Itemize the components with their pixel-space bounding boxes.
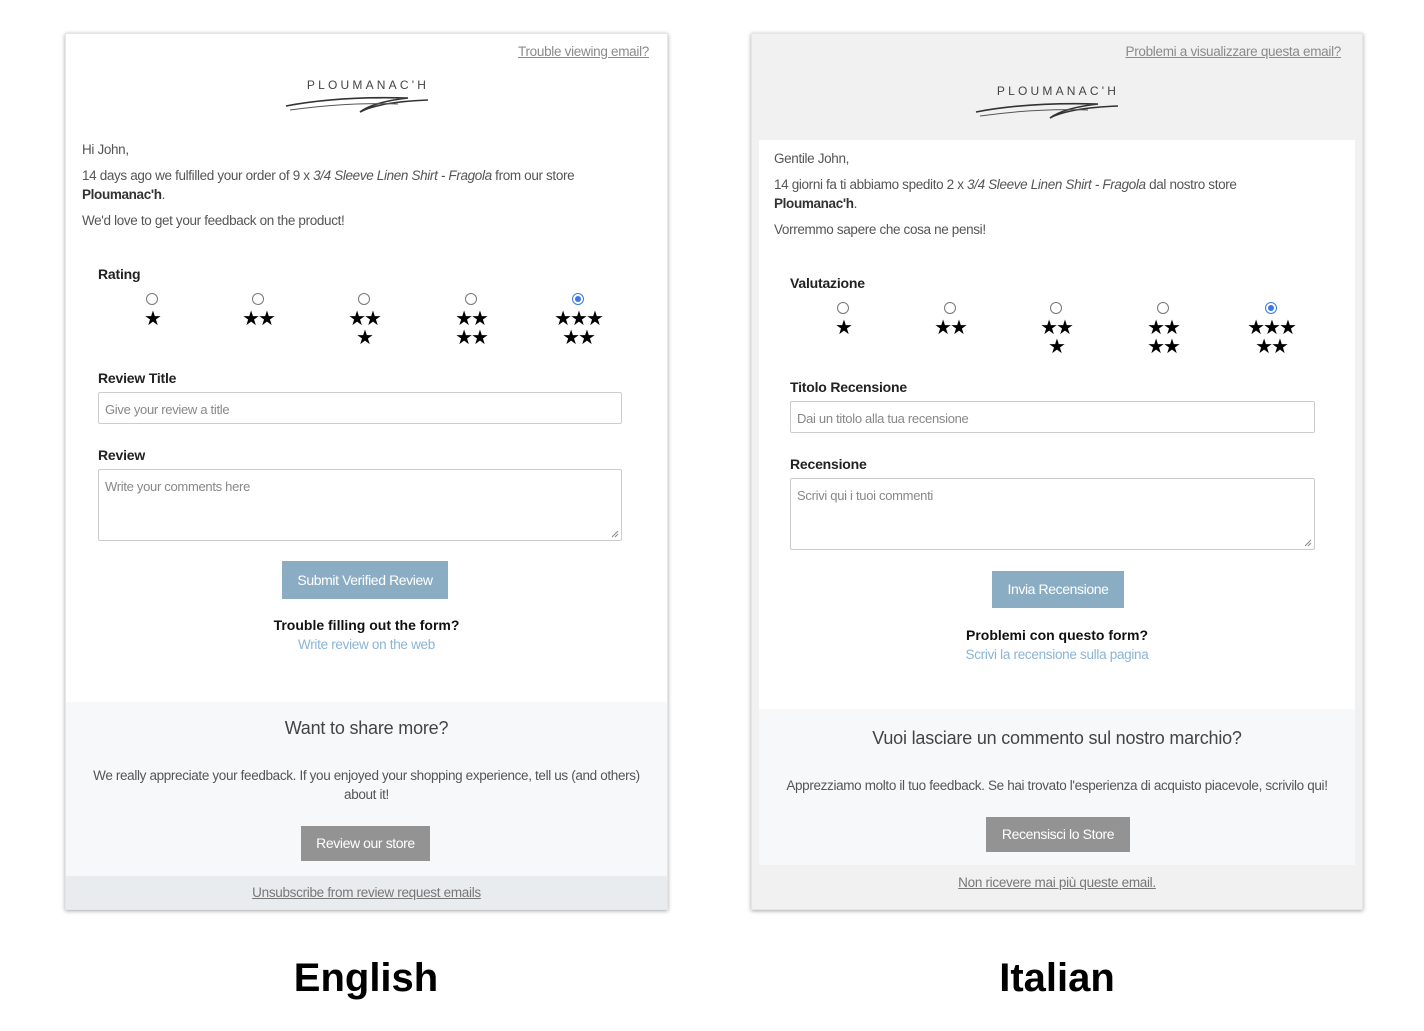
rating-radio[interactable] [1157, 302, 1169, 314]
rating-radio-selected[interactable] [1265, 302, 1277, 314]
rating-radio[interactable] [252, 293, 264, 305]
share-title: Want to share more? [284, 718, 449, 738]
rating-option-5[interactable] [1241, 302, 1301, 356]
rating-label: Valutazione [790, 275, 865, 291]
one-star-icon: ★ [144, 306, 160, 330]
write-review-web-link[interactable]: Scrivi la recensione sulla pagina [965, 647, 1149, 662]
rating-option-2[interactable] [920, 302, 980, 337]
greeting: Gentile John, [774, 151, 849, 166]
five-stars-icon: ★★★ ★★ [1247, 315, 1295, 358]
four-stars-icon: ★★ ★★ [1147, 315, 1179, 358]
product-name: 3/4 Sleeve Linen Shirt - Fragola [967, 177, 1146, 192]
logo-swoosh-icon [278, 78, 458, 124]
trouble-form-text: Problemi con questo form? [965, 627, 1148, 643]
submit-review-button[interactable]: Invia Recensione [992, 571, 1124, 608]
unsubscribe-link[interactable]: Unsubscribe from review request emails [252, 885, 481, 900]
order-message: 14 giorni fa ti abbiamo spedito 2 x 3/4 Sleeve Linen Shirt - Fragola dal nostro store Ploumanac'h. [774, 177, 1237, 211]
feedback-request: Vorremmo sapere che cosa ne pensi! [774, 222, 986, 237]
two-stars-icon: ★★ [934, 315, 966, 339]
order-message: 14 days ago we fulfilled your order of 9 x 3/4 Sleeve Linen Shirt - Fragola from our store Ploumanac'h. [82, 168, 575, 202]
english-caption: English [293, 956, 439, 1000]
store-name: Ploumanac'h [82, 187, 162, 202]
resize-handle-icon[interactable] [611, 530, 619, 538]
three-stars-icon: ★★ ★ [1040, 315, 1072, 358]
one-star-icon: ★ [835, 315, 851, 339]
resize-handle-icon[interactable] [1304, 539, 1312, 547]
product-name: 3/4 Sleeve Linen Shirt - Fragola [313, 168, 492, 183]
share-text: We really appreciate your feedback. If you enjoyed your shopping experience, tell us (and others) about it! [93, 768, 640, 802]
unsubscribe-link[interactable]: Non ricevere mai più queste email. [958, 875, 1156, 890]
email-footer [66, 876, 667, 909]
trouble-viewing-link[interactable]: Problemi a visualizzare questa email? [1125, 44, 1341, 59]
rating-radio-selected[interactable] [572, 293, 584, 305]
rating-option-5[interactable] [548, 293, 608, 347]
rating-radio[interactable] [1050, 302, 1062, 314]
review-label: Review [98, 447, 146, 463]
brand-logo [968, 84, 1148, 130]
four-stars-icon: ★★ ★★ [455, 306, 487, 349]
brand-logo [278, 78, 458, 124]
email-body-text [82, 140, 642, 230]
five-stars-icon: ★★★ ★★ [554, 306, 602, 349]
share-text: Apprezziamo molto il tuo feedback. Se hai trovato l'esperienza di acquisto piacevole, scrivilo qui! [786, 778, 1328, 793]
three-stars-icon: ★★ ★ [348, 306, 380, 349]
share-title: Vuoi lasciare un commento sul nostro marchio? [872, 728, 1242, 748]
review-title-input[interactable]: Give your review a title [98, 392, 622, 424]
review-store-button[interactable]: Review our store [301, 826, 430, 861]
rating-radio[interactable] [465, 293, 477, 305]
rating-option-3[interactable] [1026, 302, 1086, 356]
rating-radio[interactable] [944, 302, 956, 314]
review-title-label: Titolo Recensione [790, 379, 907, 395]
rating-option-1[interactable] [122, 293, 182, 328]
rating-option-4[interactable] [1133, 302, 1193, 356]
brand-logo-text: PLOUMANAC'H [996, 84, 1120, 98]
rating-radio[interactable] [837, 302, 849, 314]
two-stars-icon: ★★ [242, 306, 274, 330]
logo-swoosh-icon [968, 84, 1148, 130]
feedback-request: We'd love to get your feedback on the product! [82, 213, 345, 228]
review-title-label: Review Title [98, 370, 177, 386]
rating-option-3[interactable] [334, 293, 394, 347]
review-textarea[interactable]: Write your comments here [98, 469, 622, 541]
greeting: Hi John, [82, 142, 129, 157]
english-email-preview [65, 33, 668, 910]
trouble-form-text: Trouble filling out the form? [273, 617, 460, 633]
rating-radio[interactable] [146, 293, 158, 305]
rating-option-1[interactable] [813, 302, 873, 337]
rating-label: Rating [98, 266, 141, 282]
rating-option-2[interactable] [228, 293, 288, 328]
write-review-web-link[interactable]: Write review on the web [298, 637, 435, 652]
review-title-input[interactable]: Dai un titolo alla tua recensione [790, 401, 1315, 433]
trouble-viewing-link[interactable]: Trouble viewing email? [518, 44, 649, 59]
review-label: Recensione [790, 456, 867, 472]
rating-radio[interactable] [358, 293, 370, 305]
submit-verified-review-button[interactable]: Submit Verified Review [282, 561, 448, 599]
italian-caption: Italian [999, 956, 1115, 1000]
store-name: Ploumanac'h [774, 196, 854, 211]
rating-option-4[interactable] [441, 293, 501, 347]
email-footer [752, 865, 1362, 909]
email-body-text [774, 149, 1244, 239]
italian-email-preview [751, 33, 1363, 910]
brand-logo-text: PLOUMANAC'H [306, 78, 430, 92]
review-store-button[interactable]: Recensisci lo Store [986, 817, 1130, 852]
review-textarea[interactable]: Scrivi qui i tuoi commenti [790, 478, 1315, 550]
